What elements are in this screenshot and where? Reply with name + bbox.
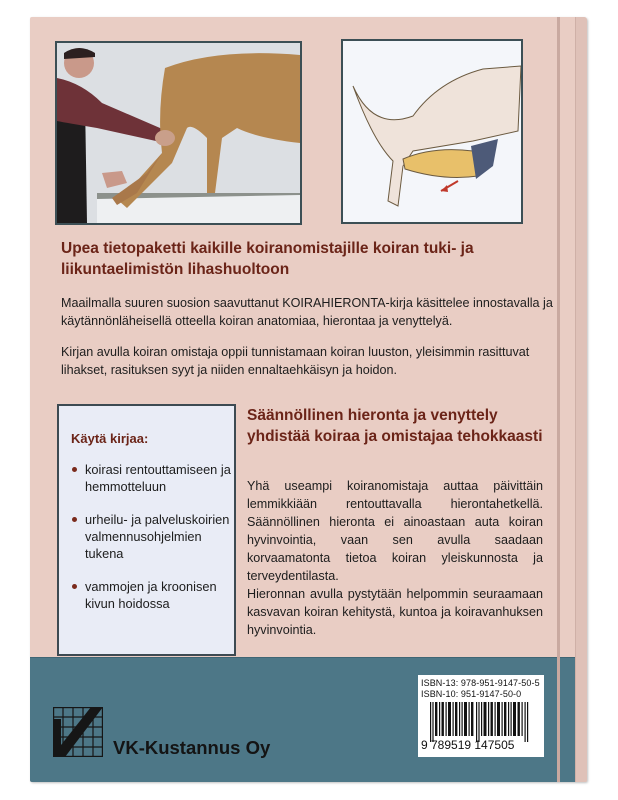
illustration-image <box>343 41 521 222</box>
stretching-illustration <box>341 39 523 224</box>
benefits-paragraph-1: Yhä useampi koiranomistaja auttaa päivittäin lemmikkiään rentouttavalla hierontahetkellä. Säännöllinen hieronta ei ainoastaan auta koiran hyvinvointia, vaan sen avulla saadaan korvaamatonta tietoa koiran yleiskunnosta ja terveydentilasta. <box>247 479 543 583</box>
dog-massage-photo <box>55 41 302 225</box>
bullet-icon <box>72 584 77 589</box>
usage-box-title: Käytä kirjaa: <box>71 431 149 446</box>
usage-list-item <box>71 511 231 562</box>
usage-item-text: vammojen ja kroonisen kivun hoidossa <box>85 579 217 611</box>
vk-grid-logo-icon <box>53 707 103 757</box>
barcode-bars-icon <box>430 702 530 742</box>
benefits-headline: Säännöllinen hieronta ja venyttely yhdistää koiraa ja omistajaa tehokkaasti <box>247 407 543 445</box>
usage-list-item <box>71 578 231 612</box>
photo-image <box>57 43 300 223</box>
intro-headline: Upea tietopaketti kaikille koiranomistajille koiran tuki- ja liikuntaelimistön lihashuoltoon <box>61 240 474 278</box>
intro-paragraph-1: Maailmalla suuren suosion saavuttanut KOIRAHIERONTA-kirja käsittelee innostavalla ja käytännönläheisellä otteella koiran anatomiaa, hierontaa ja venyttelyä. <box>61 296 553 328</box>
isbn-barcode <box>418 675 544 757</box>
usage-box <box>57 404 236 656</box>
isbn-10: ISBN-10: 951-9147-50-0 <box>421 689 522 699</box>
publisher-band <box>30 657 575 782</box>
isbn-13: ISBN-13: 978-951-9147-50-5 <box>421 678 540 688</box>
publisher-name: VK-Kustannus Oy <box>113 737 271 758</box>
spine-groove <box>557 17 560 782</box>
usage-item-text: koirasi rentouttamiseen ja hemmotteluun <box>85 462 231 494</box>
barcode-digits: 9 789519 147505 <box>421 738 515 752</box>
bullet-icon <box>72 517 77 522</box>
book-back-cover <box>30 17 587 782</box>
bullet-icon <box>72 467 77 472</box>
spine-edge <box>575 17 587 782</box>
benefits-paragraph-2: Hieronnan avulla pystytään helpommin seuraamaan kasvavan koiran kehitystä, kuntoa ja koiravanhuksen hyvinvointia. <box>247 587 543 637</box>
usage-list-item <box>71 461 231 495</box>
usage-list <box>71 461 231 628</box>
intro-paragraph-2: Kirjan avulla koiran omistaja oppii tunnistamaan koiran luuston, yleisimmin rasittuvat lihakset, rasituksen syyt ja niiden ennaltaehkäisyn ja hoidon. <box>61 345 530 377</box>
usage-item-text: urheilu- ja palveluskoirien valmennusohjelmien tukena <box>85 512 230 561</box>
